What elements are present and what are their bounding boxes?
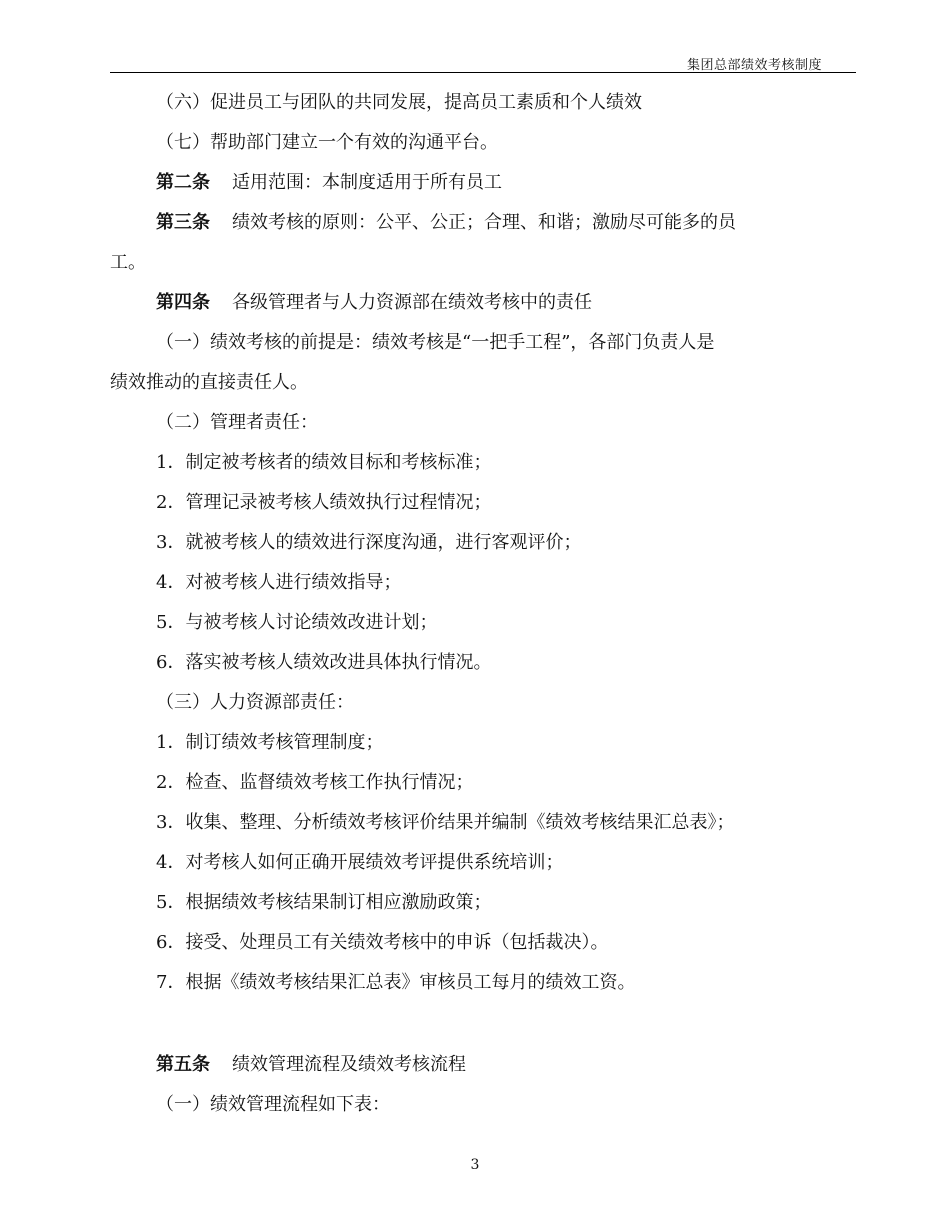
article-3: [110, 208, 862, 248]
list-item: 2．检查、监督绩效考核工作执行情况；: [156, 772, 474, 793]
article-5-text: 绩效管理流程及绩效考核流程: [232, 1054, 466, 1075]
article-4-label: 第四条: [156, 292, 210, 313]
section-4-heading: （一）绩效管理流程如下表：: [156, 1094, 390, 1115]
list-item: 4．对被考核人进行绩效指导；: [156, 572, 402, 593]
list-item: 5．与被考核人讨论绩效改进计划；: [156, 612, 438, 633]
list-item: 5．根据绩效考核结果制订相应激励政策；: [156, 892, 492, 913]
article-2-label: 第二条: [156, 172, 210, 193]
article-2: [110, 168, 862, 208]
page-header: [110, 52, 856, 72]
article-4-text: 各级管理者与人力资源部在绩效考核中的责任: [232, 292, 592, 313]
list-item: 6．落实被考核人绩效改进具体执行情况。: [156, 652, 492, 673]
paragraph-goal-7: （七）帮助部门建立一个有效的沟通平台。: [156, 132, 498, 153]
section-2-heading: （二）管理者责任：: [156, 412, 318, 433]
article-4: [110, 288, 862, 328]
section-3-heading: （三）人力资源部责任：: [156, 692, 354, 713]
document-body: [110, 88, 862, 1130]
article-2-text: 适用范围：本制度适用于所有员工: [232, 172, 502, 193]
list-item: 3．收集、整理、分析绩效考核评价结果并编制《绩效考核结果汇总表》；: [156, 812, 735, 833]
article-5: [110, 1050, 862, 1090]
header-rule: [110, 72, 856, 73]
article-3-label: 第三条: [156, 212, 210, 233]
list-item: 1．制订绩效考核管理制度；: [156, 732, 384, 753]
paragraph-goal-6: （六）促进员工与团队的共同发展，提高员工素质和个人绩效: [156, 92, 642, 113]
list-item: 7．根据《绩效考核结果汇总表》审核员工每月的绩效工资。: [156, 972, 636, 993]
article-3-continuation: 工。: [110, 252, 146, 273]
list-item: 2．管理记录被考核人绩效执行过程情况；: [156, 492, 492, 513]
page-number: 3: [470, 1157, 480, 1173]
section-1-text: （一）绩效考核的前提是：绩效考核是“一把手工程”，各部门负责人是: [156, 332, 715, 353]
list-item: 6．接受、处理员工有关绩效考核中的申诉（包括裁决）。: [156, 932, 609, 953]
article-5-label: 第五条: [156, 1054, 210, 1075]
list-item: 4．对考核人如何正确开展绩效考评提供系统培训；: [156, 852, 564, 873]
list-item: 3．就被考核人的绩效进行深度沟通，进行客观评价；: [156, 532, 582, 553]
section-1-continuation: 绩效推动的直接责任人。: [110, 372, 308, 393]
article-3-text: 绩效考核的原则：公平、公正；合理、和谐；激励尽可能多的员: [232, 212, 736, 233]
blank-line: [110, 1008, 862, 1050]
header-title: 集团总部绩效考核制度: [686, 58, 822, 73]
list-item: 1．制定被考核者的绩效目标和考核标准；: [156, 452, 492, 473]
